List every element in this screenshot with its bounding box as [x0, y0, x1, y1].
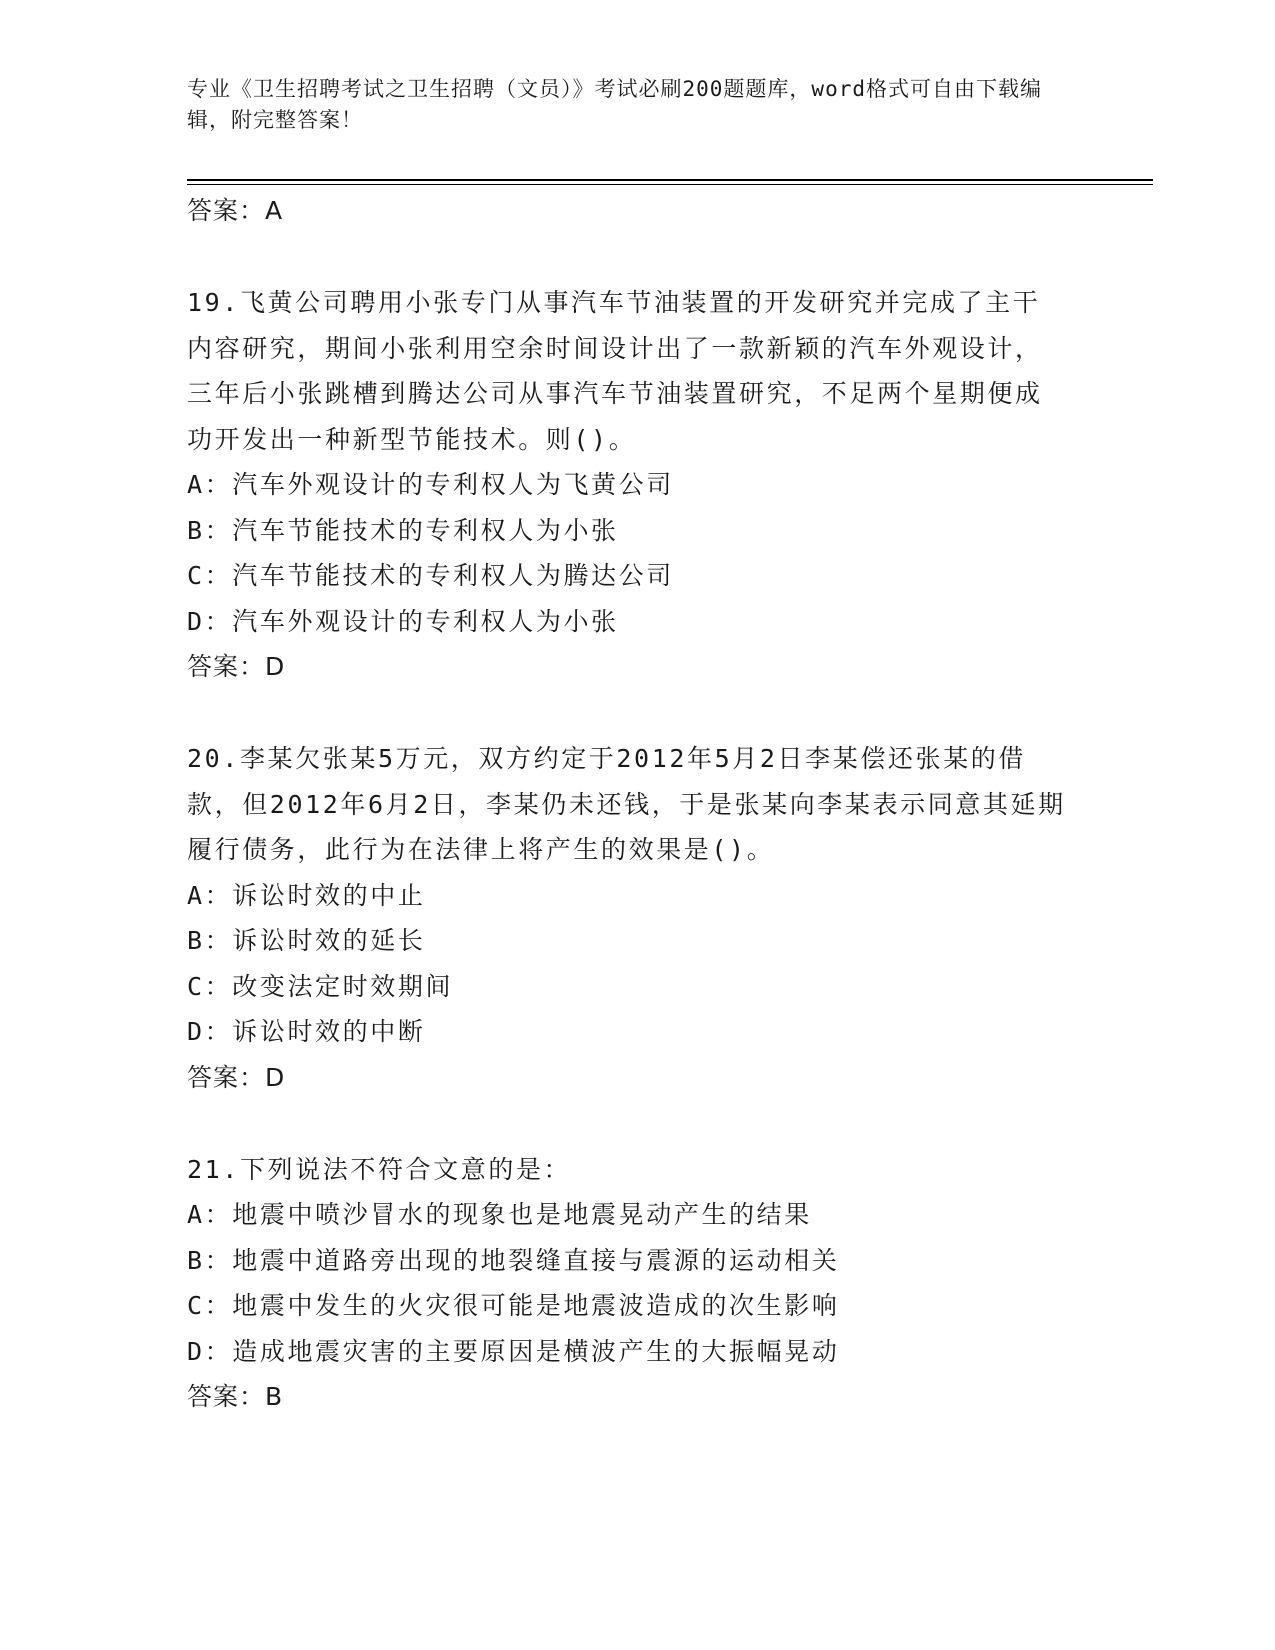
header-rule-thick: [187, 179, 1153, 181]
answer-option: D：诉讼时效的中断: [187, 1017, 426, 1046]
answer-option: C：汽车节能技术的专利权人为腾达公司: [187, 561, 674, 590]
answer-option: B：诉讼时效的延长: [187, 926, 426, 955]
answer-option: B：汽车节能技术的专利权人为小张: [187, 515, 619, 545]
answer-option: C：地震中发生的火灾很可能是地震波造成的次生影响: [187, 1291, 840, 1320]
page-header: 专业《卫生招聘考试之卫生招聘（文员）》考试必刷200题题库，word格式可自由下载编辑，附完整答案！: [187, 77, 1042, 132]
answer-line: 答案：D: [187, 652, 286, 681]
question-text: 20.李某欠张某5万元，双方约定于2012年5月2日李某偿还张某的借款，但2012年6月2日，李某仍未还钱，于是张某向李某表示同意其延期履行债务，此行为在法律上将产生的效果是()。: [187, 744, 1066, 864]
answer-option: A：地震中喷沙冒水的现象也是地震晃动产生的结果: [187, 1200, 812, 1229]
answer-option: D：汽车外观设计的专利权人为小张: [187, 606, 619, 636]
header-rule-thin: [187, 184, 1153, 185]
answer-option: C：改变法定时效期间: [187, 971, 454, 1001]
document-body: [187, 188, 1087, 1420]
spacer: [187, 234, 1087, 280]
answer-line: 答案：B: [187, 1382, 284, 1411]
answer-option: A：诉讼时效的中止: [187, 880, 426, 910]
answer-line: 答案：A: [187, 196, 284, 225]
question-text: 19.飞黄公司聘用小张专门从事汽车节油装置的开发研究并完成了主干内容研究，期间小张利用空余时间设计出了一款新颖的汽车外观设计，三年后小张跳槽到腾达公司从事汽车节油装置研究，不足两个星期便成功开发出一种新型节能技术。则()。: [187, 288, 1043, 454]
question-text: 21.下列说法不符合文意的是：: [187, 1154, 572, 1184]
answer-line: 答案：D: [187, 1062, 286, 1092]
answer-option: B：地震中道路旁出现的地裂缝直接与震源的运动相关: [187, 1245, 840, 1275]
spacer: [187, 1101, 1087, 1147]
answer-option: A：汽车外观设计的专利权人为飞黄公司: [187, 470, 674, 499]
spacer: [187, 690, 1087, 736]
answer-option: D：造成地震灾害的主要原因是横波产生的大振幅晃动: [187, 1336, 840, 1366]
